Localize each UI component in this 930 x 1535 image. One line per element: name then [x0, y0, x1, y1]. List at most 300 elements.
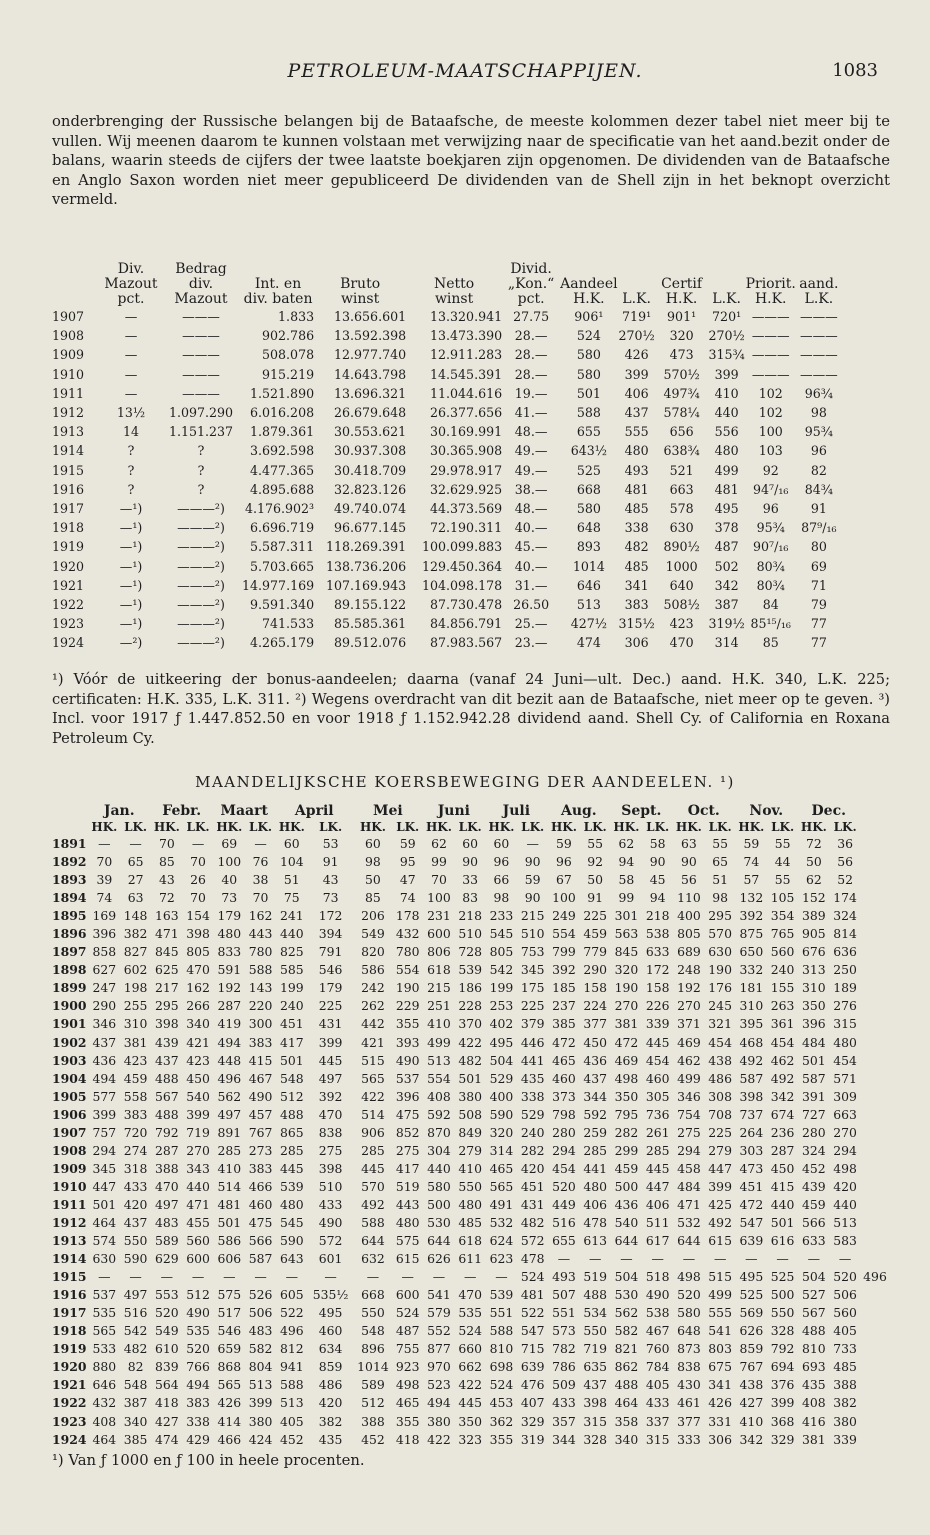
price-cell: 488: [279, 1106, 304, 1122]
price-cell: —: [776, 1251, 789, 1267]
price-cell: 470: [155, 1178, 179, 1194]
dividend-row: [52, 537, 842, 556]
price-cell: 572: [318, 1233, 343, 1249]
table-cell: 11.044.616: [430, 385, 503, 401]
price-cell: 324: [833, 908, 857, 924]
price-cell: 57: [743, 872, 760, 888]
price-row: [52, 979, 890, 997]
price-cell: 845: [614, 944, 639, 960]
price-cell: 469: [614, 1052, 639, 1068]
price-cell: 472: [614, 1034, 639, 1050]
price-cell: 422: [458, 1034, 483, 1050]
price-cell: 39: [96, 872, 113, 888]
price-cell: 490: [318, 1214, 343, 1230]
price-cell: 148: [123, 908, 148, 924]
price-cell: 431: [318, 1016, 343, 1032]
price-cell: 301: [614, 908, 639, 924]
dividend-row: [52, 307, 842, 326]
price-cell: 50: [365, 872, 381, 888]
row-year: 1919: [52, 539, 85, 555]
table-cell: 14.545.391: [430, 366, 503, 382]
table-cell: 38.—: [514, 481, 548, 497]
price-cell: 382: [318, 1413, 343, 1429]
price-cell: 318: [123, 1160, 148, 1176]
col-aand-hk: Aandeel H.K.: [560, 276, 618, 307]
row-year: 1914: [52, 1251, 87, 1267]
price-cell: 99: [618, 890, 635, 906]
table-cell: 270½: [618, 328, 655, 344]
price-cell: 520: [552, 1178, 576, 1194]
price-cell: 441: [583, 1160, 607, 1176]
price-cell: —: [223, 1269, 236, 1285]
price-cell: 385: [552, 1016, 576, 1032]
price-cell: 99: [431, 854, 447, 870]
price-cell: 464: [92, 1214, 117, 1230]
price-cell: 554: [552, 926, 576, 942]
price-cell: 542: [489, 962, 514, 978]
price-cell: 548: [279, 1070, 304, 1086]
price-cell: 471: [155, 926, 179, 942]
col-cert-lk: L.K.: [712, 291, 741, 307]
price-cell: 508: [458, 1106, 483, 1122]
price-cell: 33: [462, 872, 479, 888]
price-cell: 634: [318, 1341, 343, 1357]
price-cell: 45: [649, 872, 666, 888]
price-cell: 586: [217, 1233, 242, 1249]
lk-header: LK.: [521, 820, 545, 834]
price-cell: 225: [318, 998, 343, 1014]
price-cell: 439: [155, 1034, 179, 1050]
price-cell: 447: [708, 1160, 732, 1176]
price-cell: 395: [739, 1016, 764, 1032]
price-cell: 560: [186, 1233, 210, 1249]
price-cell: 432: [92, 1395, 117, 1411]
price-cell: 417: [395, 1160, 420, 1176]
price-cell: 493: [552, 1269, 576, 1285]
price-cell: —: [682, 1251, 696, 1267]
price-cell: 285: [217, 1142, 242, 1158]
price-cell: 92: [587, 854, 604, 870]
price-cell: 422: [361, 1088, 385, 1104]
price-cell: 780: [248, 944, 273, 960]
table-cell: 107.169.943: [325, 577, 407, 593]
price-cell: 310: [123, 1016, 148, 1032]
table-cell: 399: [714, 366, 739, 382]
price-cell: 396: [395, 1088, 420, 1104]
lk-header: LK.: [396, 820, 420, 834]
price-cell: 629: [155, 1251, 179, 1267]
price-cell: 295: [708, 908, 732, 924]
col-bruto: Bruto winst: [340, 276, 381, 307]
lk-header: LK.: [708, 820, 732, 834]
price-row: [52, 1286, 890, 1304]
price-cell: 90: [462, 854, 479, 870]
table-cell: 28.—: [514, 347, 548, 363]
month-header: Juli: [502, 803, 531, 819]
price-cell: 245: [708, 998, 732, 1014]
price-row: [52, 835, 890, 853]
price-cell: 891: [217, 1124, 242, 1140]
price-cell: 547: [739, 1214, 764, 1230]
table-cell: ———²): [177, 520, 225, 536]
table-cell: 893: [576, 539, 601, 555]
table-cell: 578¼: [663, 405, 700, 421]
table-cell: 588: [576, 405, 601, 421]
price-cell: —: [191, 836, 205, 851]
price-cell: 228: [458, 998, 483, 1014]
col-netto: Netto winst: [434, 276, 475, 307]
price-cell: 586: [361, 962, 385, 978]
price-cell: 632: [361, 1251, 385, 1267]
table-cell: 102: [758, 405, 783, 421]
price-cell: 552: [427, 1323, 451, 1339]
table-cell: 720¹: [712, 309, 742, 324]
row-year: 1918: [52, 520, 85, 536]
price-cell: —: [285, 1269, 298, 1285]
price-cell: —: [366, 1269, 380, 1285]
table-cell: 13½: [116, 405, 146, 421]
price-cell: 440: [427, 1160, 451, 1176]
price-cell: 371: [677, 1016, 701, 1032]
price-cell: 862: [614, 1359, 639, 1375]
price-cell: 73: [221, 890, 238, 906]
price-cell: 630: [92, 1251, 117, 1267]
table-cell: ?: [127, 443, 135, 459]
price-cell: 483: [248, 1323, 273, 1339]
price-cell: 441: [520, 1052, 545, 1068]
price-cell: 72: [158, 890, 175, 906]
row-year: 1895: [52, 908, 87, 924]
month-header: Dec.: [811, 803, 846, 819]
price-cell: 338: [186, 1413, 210, 1429]
table-cell: 906¹: [574, 309, 604, 324]
price-cell: 305: [645, 1088, 670, 1104]
row-year: 1912: [52, 405, 85, 421]
table-cell: 98: [810, 405, 827, 421]
table-cell: 96.677.145: [334, 520, 407, 536]
price-cell: 458: [677, 1160, 701, 1176]
price-cell: 522: [520, 1305, 545, 1321]
price-cell: 495: [739, 1269, 764, 1285]
price-cell: 494: [92, 1070, 117, 1086]
price-cell: 276: [833, 998, 857, 1014]
price-cell: —: [464, 1269, 477, 1285]
price-cell: 226: [645, 998, 670, 1014]
price-cell: 410: [458, 1160, 483, 1176]
price-cell: —: [807, 1251, 821, 1267]
price-cell: 340: [123, 1413, 148, 1429]
price-cell: 270: [833, 1124, 857, 1140]
price-cell: 60: [283, 836, 300, 851]
table-cell: 480: [714, 443, 739, 459]
price-cell: 398: [583, 1395, 607, 1411]
price-cell: 529: [520, 1106, 545, 1122]
price-cell: 55: [774, 872, 791, 888]
price-cell: 518: [645, 1269, 670, 1285]
row-year: 1905: [52, 1088, 87, 1104]
price-cell: 535: [458, 1305, 483, 1321]
price-cell: 421: [186, 1034, 210, 1050]
price-cell: 282: [614, 1124, 639, 1140]
price-cell: 447: [92, 1178, 117, 1194]
price-cell: 524: [458, 1323, 483, 1339]
price-cell: 275: [677, 1124, 701, 1140]
price-cell: 70: [190, 854, 206, 870]
dividend-row: [52, 326, 842, 345]
price-cell: 47: [399, 872, 416, 888]
price-cell: 176: [708, 980, 732, 996]
price-cell: 406: [645, 1196, 670, 1212]
table-cell: 470: [669, 635, 694, 651]
price-cell: 350: [802, 998, 826, 1014]
price-cell: 376: [770, 1377, 795, 1393]
price-cell: 814: [833, 926, 857, 942]
price-cell: 573: [552, 1323, 576, 1339]
price-cell: 407: [520, 1395, 545, 1411]
table-cell: 319½: [708, 616, 745, 632]
dividend-row: [52, 557, 842, 576]
price-row: [52, 1232, 890, 1250]
price-cell: 644: [614, 1233, 639, 1249]
price-cell: —: [160, 1269, 174, 1285]
price-cell: 460: [248, 1196, 273, 1212]
price-cell: 565: [92, 1323, 117, 1339]
price-cell: 104: [279, 854, 304, 870]
price-cell: 380: [427, 1413, 451, 1429]
price-cell: 90: [524, 854, 541, 870]
price-cell: 497: [318, 1070, 343, 1086]
price-cell: 498: [677, 1269, 701, 1285]
price-cell: 471: [186, 1196, 210, 1212]
price-cell: 398: [155, 1016, 179, 1032]
table-cell: 118.269.391: [325, 539, 407, 555]
table-cell: 100: [758, 424, 783, 440]
table-cell: 580: [576, 501, 601, 517]
price-cell: 452: [361, 1431, 385, 1447]
price-cell: 432: [395, 926, 420, 942]
hk-header: HK.: [91, 820, 118, 834]
price-cell: 719: [583, 1341, 607, 1357]
price-cell: 380: [248, 1413, 273, 1429]
price-cell: 553: [155, 1287, 179, 1303]
price-cell: 185: [552, 980, 576, 996]
price-cell: —: [129, 836, 142, 851]
lk-header: LK.: [583, 820, 607, 834]
price-cell: 644: [427, 1233, 451, 1249]
price-cell: 492: [770, 1070, 795, 1086]
price-cell: 242: [361, 980, 385, 996]
dividend-row: [52, 461, 842, 480]
price-cell: 865: [279, 1124, 304, 1140]
table-cell: 89.155.122: [334, 597, 407, 613]
price-cell: 199: [489, 980, 514, 996]
table-cell: 655: [576, 424, 601, 440]
price-cell: 674: [770, 1106, 795, 1122]
price-row: [52, 1142, 890, 1160]
price-cell: 495: [489, 1034, 514, 1050]
price-cell: 560: [833, 1305, 857, 1321]
table-cell: —¹): [119, 501, 143, 517]
price-cell: 420: [833, 1178, 857, 1194]
price-row: [52, 1304, 890, 1322]
price-cell: 178: [395, 908, 420, 924]
price-cell: 511: [645, 1214, 670, 1230]
row-year: 1916: [52, 1287, 87, 1303]
hk-header: HK.: [216, 820, 243, 834]
month-header: Juni: [437, 803, 470, 819]
price-cell: 540: [186, 1088, 210, 1104]
price-cell: 440: [833, 1196, 857, 1212]
price-cell: 501: [458, 1070, 483, 1086]
table-cell: 40.—: [514, 520, 548, 536]
price-cell: 791: [318, 944, 343, 960]
price-cell: 328: [770, 1323, 795, 1339]
price-cell: 513: [279, 1395, 304, 1411]
price-cell: 520: [833, 1269, 857, 1285]
price-cell: 510: [318, 1178, 343, 1194]
price-cell: 445: [458, 1395, 483, 1411]
table-cell: 4.477.365: [250, 462, 315, 478]
price-cell: 65: [712, 854, 729, 870]
price-cell: 520: [186, 1341, 210, 1357]
col-prior-lk: aand. L.K.: [799, 276, 839, 307]
price-cell: 941: [279, 1359, 304, 1375]
price-cell: 516: [552, 1214, 576, 1230]
price-cell: 483: [155, 1214, 179, 1230]
row-year: 1900: [52, 998, 87, 1014]
price-cell: 172: [645, 962, 670, 978]
price-cell: 545: [489, 926, 514, 942]
price-cell: 215: [520, 908, 545, 924]
price-cell: 539: [458, 962, 483, 978]
price-cell: 370: [458, 1016, 483, 1032]
price-cell: 668: [361, 1287, 385, 1303]
price-cell: 83: [462, 890, 479, 906]
price-cell: 63: [681, 836, 697, 851]
price-cell: 328: [583, 1431, 607, 1447]
price-cell: 399: [708, 1178, 732, 1194]
table-cell: 915.219: [262, 366, 315, 382]
price-row: [52, 1034, 890, 1052]
price-cell: 399: [92, 1106, 117, 1122]
table-cell: —¹): [119, 597, 143, 613]
price-cell: 459: [123, 1070, 148, 1086]
price-cell: 504: [802, 1269, 826, 1285]
table-cell: 741.533: [262, 616, 315, 632]
table-cell: 901¹: [667, 309, 697, 324]
price-cell: 190: [614, 980, 639, 996]
price-cell: 181: [739, 980, 764, 996]
price-cell: 440: [279, 926, 304, 942]
price-cell: 27: [127, 872, 144, 888]
price-cell: 570: [361, 1178, 385, 1194]
price-cell: 495: [318, 1305, 343, 1321]
price-cell: 546: [217, 1323, 242, 1339]
table-cell: 13.320.941: [430, 309, 503, 324]
table-cell: 306: [624, 635, 649, 651]
price-cell: 315: [833, 1016, 857, 1032]
table-cell: 104.098.178: [421, 577, 503, 593]
table-cell: 85.585.361: [334, 616, 407, 632]
price-cell: 98: [712, 890, 729, 906]
price-cell: 75: [283, 890, 300, 906]
price-cell: 143: [248, 980, 273, 996]
table-cell: 85: [762, 635, 779, 651]
table-cell: 48.—: [514, 424, 548, 440]
price-cell: 475: [248, 1214, 273, 1230]
price-cell: 766: [186, 1359, 210, 1375]
table-cell: 1000: [665, 558, 698, 574]
price-cell: 381: [614, 1016, 639, 1032]
table-cell: 5.587.311: [250, 539, 315, 555]
price-cell: 357: [552, 1413, 576, 1429]
price-row: [52, 1340, 890, 1358]
table-cell: 30.937.308: [334, 443, 407, 459]
price-cell: 408: [802, 1395, 826, 1411]
month-header: Aug.: [560, 803, 597, 819]
price-cell: 541: [427, 1287, 451, 1303]
row-year: 1902: [52, 1034, 87, 1050]
price-cell: 152: [802, 890, 826, 906]
price-cell: 437: [123, 1214, 148, 1230]
price-cell: 65: [127, 854, 144, 870]
price-cell: —: [526, 836, 539, 851]
price-cell: 266: [186, 998, 210, 1014]
price-cell: 315: [645, 1431, 670, 1447]
price-cell: —: [495, 1269, 508, 1285]
table-cell: 30.553.621: [334, 424, 407, 440]
price-cell: 241: [279, 908, 304, 924]
row-year: 1908: [52, 328, 85, 344]
price-cell: 340: [614, 1431, 639, 1447]
price-table: [52, 803, 890, 1449]
row-year: 1904: [52, 1070, 87, 1086]
price-cell: 525: [770, 1269, 795, 1285]
table-cell: 521: [669, 462, 694, 478]
price-cell: 451: [279, 1016, 304, 1032]
price-cell: 70: [96, 854, 113, 870]
price-cell: 343: [186, 1160, 210, 1176]
price-cell: 40: [221, 872, 238, 888]
price-cell: 592: [583, 1106, 607, 1122]
dividend-row: [52, 614, 842, 633]
price-cell: 833: [217, 944, 242, 960]
price-cell: 546: [318, 962, 343, 978]
row-year: 1909: [52, 347, 85, 363]
table-cell: 30.418.709: [334, 462, 407, 478]
price-cell: 728: [458, 944, 483, 960]
table-cell: ?: [127, 462, 135, 478]
price-cell: 549: [361, 926, 385, 942]
price-cell: 810: [489, 1341, 514, 1357]
price-cell: 250: [833, 962, 857, 978]
price-cell: 220: [248, 998, 273, 1014]
table-cell: 341: [624, 577, 649, 593]
price-cell: 439: [802, 1178, 826, 1194]
row-year: 1907: [52, 1124, 87, 1140]
price-row: [52, 961, 890, 979]
price-cell: 618: [427, 962, 451, 978]
price-cell: 346: [677, 1088, 701, 1104]
price-cell: 875: [739, 926, 764, 942]
price-cell: 512: [361, 1395, 385, 1411]
row-year: 1911: [52, 385, 85, 401]
price-cell: 635: [583, 1359, 607, 1375]
price-cell: 648: [677, 1323, 701, 1339]
price-cell: 60: [365, 836, 381, 851]
price-cell: 389: [802, 908, 826, 924]
price-cell: 427: [155, 1413, 179, 1429]
